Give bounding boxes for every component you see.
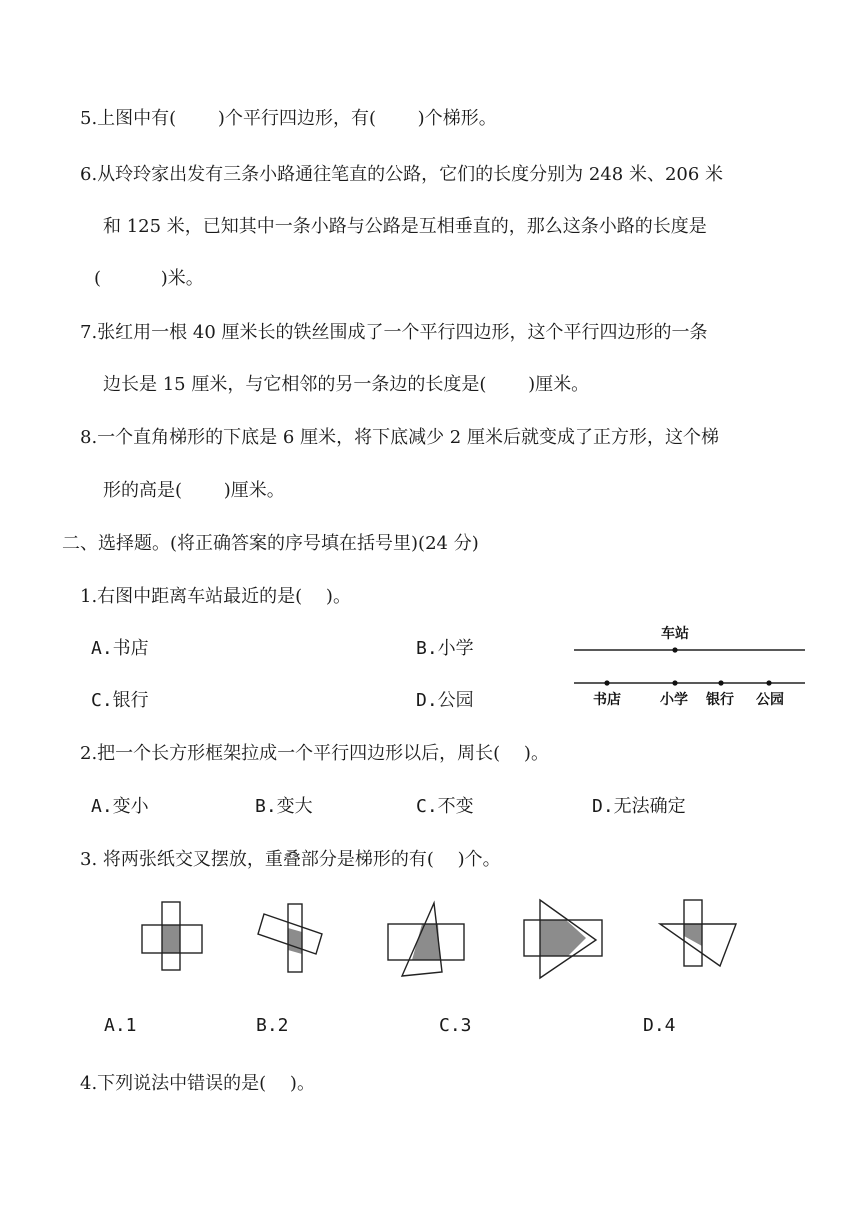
question-6-line-1: 6.从玲玲家出发有三条小路通往笔直的公路，它们的长度分别为 248 米、206 米 (80, 164, 724, 185)
q3-option-a: A.1 (104, 1015, 137, 1036)
question-8-line-1: 8.一个直角梯形的下底是 6 厘米，将下底减少 2 厘米后就变成了正方形，这个梯 (80, 427, 719, 448)
road-map-diagram (574, 620, 806, 710)
overlap-figure-b (258, 900, 328, 974)
overlap-figure-e (656, 898, 738, 970)
choice-question-1: 1.右图中距离车站最近的是( )。 (80, 586, 351, 607)
bank-dot (718, 680, 723, 685)
park-label: 公园 (756, 692, 784, 708)
park-dot (766, 680, 771, 685)
station-label: 车站 (661, 626, 689, 642)
overlap-figure-c (386, 900, 466, 980)
q1-option-d: D.公园 (416, 690, 474, 711)
bookstore-dot (604, 680, 609, 685)
choice-question-3: 3. 将两张纸交叉摆放，重叠部分是梯形的有( )个。 (80, 849, 501, 870)
q2-option-d: D.无法确定 (592, 796, 686, 817)
choice-question-4: 4.下列说法中错误的是( )。 (80, 1073, 315, 1094)
question-5: 5.上图中有( )个平行四边形，有( )个梯形。 (80, 108, 497, 129)
overlap-figure-a (140, 900, 204, 972)
question-6-line-3: ( )米。 (94, 268, 204, 289)
section-2-heading: 二、选择题。(将正确答案的序号填在括号里)(24 分) (62, 533, 479, 554)
q2-option-a: A.变小 (91, 796, 149, 817)
question-8-line-2: 形的高是( )厘米。 (103, 480, 285, 501)
q1-option-a: A.书店 (91, 638, 149, 659)
school-label: 小学 (660, 692, 688, 708)
question-6-line-2: 和 125 米，已知其中一条小路与公路是互相垂直的，那么这条小路的长度是 (103, 216, 707, 237)
bank-label: 银行 (706, 692, 734, 708)
choice-question-2: 2.把一个长方形框架拉成一个平行四边形以后，周长( )。 (80, 743, 549, 764)
question-7-line-1: 7.张红用一根 40 厘米长的铁丝围成了一个平行四边形，这个平行四边形的一条 (80, 322, 708, 343)
school-dot (672, 680, 677, 685)
q2-option-c: C.不变 (416, 796, 474, 817)
q3-option-b: B.2 (256, 1015, 289, 1036)
question-7-line-2: 边长是 15 厘米，与它相邻的另一条边的长度是( )厘米。 (103, 374, 590, 395)
bookstore-label: 书店 (593, 692, 621, 708)
q3-option-d: D.4 (643, 1015, 676, 1036)
overlap-figure-d (520, 898, 604, 980)
station-dot (672, 647, 677, 652)
q1-option-b: B.小学 (416, 638, 474, 659)
q2-option-b: B.变大 (255, 796, 313, 817)
q1-option-c: C.银行 (91, 690, 149, 711)
q3-option-c: C.3 (439, 1015, 472, 1036)
